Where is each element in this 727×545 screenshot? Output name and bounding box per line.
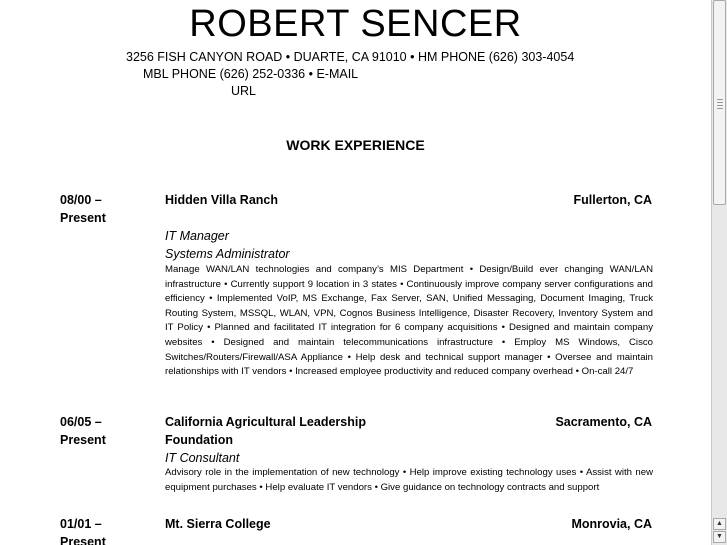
job-role: Systems Administrator <box>165 247 290 261</box>
scroll-down-arrow-icon[interactable]: ▼ <box>713 531 726 543</box>
job-date-start: 08/00 – <box>60 193 102 207</box>
job-role: IT Consultant <box>165 451 240 465</box>
scrollbar-thumb[interactable] <box>713 0 726 205</box>
job-date-end: Present <box>60 211 106 225</box>
job-date-start: 01/01 – <box>60 517 102 531</box>
job-location: Fullerton, CA <box>573 193 652 207</box>
job-description: Advisory role in the implementation of new technology • Help improve existing technology uses • Assist with new equipment purchases • Help evaluate IT vendors • Give guidance on technology contracts and support <box>165 467 653 493</box>
job-description: Manage WAN/LAN technologies and company’s MIS Department • Design/Build ever changing WAN/LAN infrastructure • Currently support 9 location in 3 states • Continuously improve company server configurations and efficiency • Implemented VoIP, MS Exchange, Fax Server, SAN, Unified Messaging, Document Imaging, Truck Routing System, MSSQL, WLAN, VPN, Cognos Business Intelligence, Disaster Recovery, Inventory System and IT Policy • Planned and facilitated IT integration for 6 company acquisitions • Designed and maintain company websites • Designed and maintain telecommunications infrastructure • Employ MS Windows, Cisco Switches/Routers/Firewall/ASA Appliance • Help desk and technical support manager • Oversee and maintain relationships with IT vendors • Increased employee productivity and reduced company overhead • On-call 24/7 <box>165 264 653 378</box>
job-date-end: Present <box>60 433 106 447</box>
contact-phone-email-line: MBL PHONE (626) 252-0336 • E-MAIL <box>143 67 359 81</box>
job-company: Mt. Sierra College <box>165 517 271 531</box>
job-date-start: 06/05 – <box>60 415 102 429</box>
job-company: Hidden Villa Ranch <box>165 193 278 207</box>
section-title: WORK EXPERIENCE <box>286 137 425 153</box>
vertical-scrollbar[interactable] <box>711 0 727 545</box>
job-location: Monrovia, CA <box>571 517 652 531</box>
resume-name: ROBERT SENCER <box>189 3 522 45</box>
contact-url-line: URL <box>231 84 257 98</box>
job-location: Sacramento, CA <box>555 415 652 429</box>
scroll-up-arrow-icon[interactable]: ▲ <box>713 518 726 530</box>
contact-address-line: 3256 FISH CANYON ROAD • DUARTE, CA 91010 • HM PHONE (626) 303-4054 <box>126 50 575 64</box>
job-company: Foundation <box>165 433 234 447</box>
grip-icon <box>717 99 723 109</box>
job-role: IT Manager <box>165 229 229 243</box>
job-company: California Agricultural Leadership <box>165 415 366 429</box>
job-date-end: Present <box>60 535 106 545</box>
